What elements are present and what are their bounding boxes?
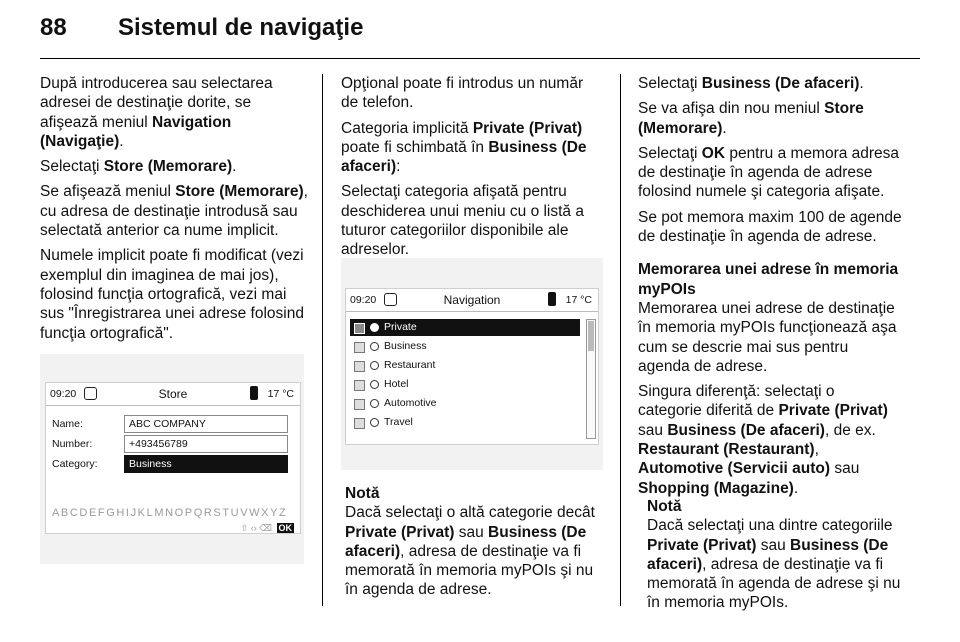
- menu-term: Business (De afaceri): [345, 523, 587, 560]
- radio-icon: [370, 399, 379, 408]
- temperature: 17 °C: [267, 388, 294, 400]
- list-item-label: Business: [384, 340, 427, 352]
- section-heading: Memorarea unei adrese în memoria myPOIs: [638, 261, 899, 298]
- paragraph: [638, 144, 902, 202]
- column-divider-2: [620, 74, 621, 606]
- clock-time: 09:20: [50, 388, 77, 400]
- radio-icon: [370, 342, 379, 351]
- category-row: [52, 455, 292, 473]
- text: , adresa de destinaţie va fi memorată în memoria myPOIs şi nu în agenda de adrese.: [345, 542, 594, 599]
- menu-term: Store (Memorare): [175, 183, 304, 201]
- speller-controls: [241, 523, 294, 534]
- menu-term: Store (Memorare): [103, 158, 233, 176]
- number-row: [52, 435, 292, 453]
- text: Numele implicit poate fi modificat (vezi exemplul din imaginea de mai jos), folosind funcţia ortografică, vezi mai sus "Înregistrarea unei adrese folosind funcţia ortografică".: [40, 247, 304, 342]
- store-screen: [45, 382, 301, 534]
- category-icon: [354, 380, 365, 391]
- paragraph: [40, 182, 310, 240]
- phone-icon: [250, 386, 258, 400]
- text: Selectaţi: [638, 144, 702, 162]
- text: , adresa de destinaţie va fi memorată în agenda de adrese şi nu în memoria myPOIs.: [647, 555, 901, 612]
- text: Dacă selectaţi una dintre categoriile: [647, 517, 893, 535]
- text: :: [396, 158, 401, 176]
- menu-term: Business (De afaceri): [667, 421, 825, 439]
- menu-term: Private (Privat): [778, 402, 888, 420]
- text: , cu adresa de destinaţie introdusă sau selectată anterior ca nume implicit.: [40, 183, 308, 240]
- paragraph: [341, 182, 599, 259]
- paragraph: [40, 246, 310, 342]
- navigation-screen: [345, 288, 599, 445]
- radio-icon: [370, 361, 379, 370]
- menu-term: Private (Privat): [345, 523, 455, 541]
- store-screen-figure: [40, 354, 304, 564]
- text: Selectaţi: [638, 75, 702, 92]
- ok-button[interactable]: OK: [278, 523, 292, 533]
- text: Selectaţi: [40, 158, 104, 176]
- clock-time: 09:20: [350, 294, 377, 306]
- menu-term: Business (De afaceri): [341, 138, 587, 176]
- radio-icon: [370, 380, 379, 389]
- text: Memorarea unei adrese de destinaţie în memoria myPOIs funcţionează aşa cum se descrie mai sus pentru agenda de adrese.: [638, 299, 897, 375]
- shift-icon[interactable]: ⇧: [240, 523, 249, 533]
- list-item-travel[interactable]: [350, 414, 580, 431]
- list-item-label: Automotive: [384, 397, 437, 409]
- category-label: Category:: [52, 458, 98, 470]
- name-field[interactable]: ABC COMPANY: [124, 415, 288, 433]
- paragraph: [638, 382, 902, 498]
- list-item-label: Restaurant: [384, 359, 436, 371]
- column-1: [40, 74, 310, 349]
- text: Opţional poate fi introdus un număr de telefon.: [341, 75, 584, 112]
- radio-icon: [370, 418, 379, 427]
- header-rule: [40, 58, 920, 59]
- phone-icon: [548, 292, 556, 306]
- screen-title: Store: [158, 387, 188, 401]
- paragraph: [638, 99, 902, 138]
- column-2: [341, 74, 599, 266]
- text: Singura diferenţă: selectaţi o categorie diferită de: [638, 383, 835, 420]
- menu-term: Shopping (Magazine): [638, 479, 794, 497]
- note-heading: Notă: [345, 485, 380, 502]
- paragraph: [40, 74, 310, 151]
- category-icon: [354, 323, 365, 334]
- text: poate fi schimbată în: [341, 138, 489, 156]
- text: ,: [814, 441, 819, 459]
- text: .: [232, 158, 237, 176]
- scrollbar[interactable]: [586, 319, 596, 439]
- text: .: [722, 119, 727, 137]
- text: .: [859, 75, 864, 92]
- text: Dacă selectaţi o altă categorie decât: [345, 504, 595, 522]
- note-text: [345, 503, 603, 599]
- text: pentru a memora adresa de destinaţie în agenda de adrese folosind numele şi categoria afişate.: [638, 144, 900, 201]
- category-icon: [354, 399, 365, 410]
- note-heading: Notă: [647, 498, 682, 515]
- menu-term: OK: [701, 144, 726, 162]
- column-3: [638, 74, 902, 504]
- text: Se pot memora maxim 100 de agende de destinaţie în agenda de adrese.: [638, 208, 902, 246]
- text: După introducerea sau selectarea adresei de destinaţie dorite, se afişează meniul: [40, 75, 273, 131]
- paragraph: [341, 74, 599, 113]
- status-bar: [346, 289, 598, 312]
- menu-term: Business (De afaceri): [647, 536, 889, 573]
- menu-term: Store (Memorare): [638, 100, 864, 137]
- number-field[interactable]: +493456789: [124, 435, 288, 453]
- text: sau: [638, 421, 668, 439]
- text: Se afişează meniul: [40, 183, 176, 201]
- menu-term: Restaurant (Restaurant): [638, 441, 815, 459]
- menu-term: Private (Privat): [647, 536, 757, 554]
- menu-term: Automotive (Servicii auto): [638, 460, 831, 478]
- paragraph: [341, 119, 599, 177]
- text: .: [119, 132, 124, 150]
- note-box: [647, 497, 905, 613]
- list-item-label: Private: [384, 321, 417, 333]
- note-text: [647, 516, 905, 612]
- category-icon: [354, 342, 365, 353]
- list-item-restaurant[interactable]: [350, 357, 580, 374]
- category-icon: [354, 418, 365, 429]
- cursor-icon[interactable]: ‹›: [250, 523, 257, 533]
- status-bar: [46, 383, 300, 406]
- page-title: Sistemul de navigaţie: [118, 14, 364, 41]
- text: Categoria implicită: [341, 119, 473, 137]
- category-icon: [354, 361, 365, 372]
- text: sau: [454, 523, 489, 541]
- text: sau: [756, 536, 791, 554]
- name-label: Name:: [52, 418, 83, 430]
- column-divider-1: [322, 74, 323, 606]
- name-row: [52, 415, 292, 433]
- list-item-private[interactable]: [350, 319, 580, 336]
- text: , de ex.: [824, 421, 876, 439]
- paragraph: [638, 299, 902, 376]
- page-number: 88: [40, 14, 67, 41]
- text: Selectaţi categoria afişată pentru deschiderea unui meniu cu o listă a tuturor categoriilor disponibile ale adreselor.: [341, 183, 584, 259]
- menu-term: Business (De afaceri): [701, 75, 860, 92]
- paragraph: [638, 74, 902, 93]
- number-label: Number:: [52, 438, 93, 450]
- text: Se va afişa din nou meniul: [638, 100, 825, 118]
- note-box: [345, 484, 603, 600]
- list-item-business[interactable]: [350, 338, 580, 355]
- radio-icon: [370, 323, 379, 332]
- category-field[interactable]: Business: [124, 455, 288, 473]
- list-item-label: Travel: [384, 416, 413, 428]
- temperature: 17 °C: [565, 294, 592, 306]
- paragraph: [638, 208, 902, 247]
- screen-title: Navigation: [443, 293, 501, 307]
- menu-term: Private (Privat): [472, 119, 583, 137]
- list-item-automotive[interactable]: [350, 395, 580, 412]
- navigation-screen-figure: [341, 258, 603, 470]
- menu-term: Navigation (Navigaţie): [40, 113, 232, 150]
- text: .: [793, 479, 799, 497]
- scroll-thumb[interactable]: [588, 321, 594, 351]
- speller-alphabet[interactable]: ABCDEFGHIJKLMNOPQRSTUVWXYZ: [52, 507, 288, 519]
- backspace-icon[interactable]: ⌫: [259, 523, 272, 533]
- list-item-label: Hotel: [384, 378, 409, 390]
- paragraph: [40, 157, 310, 176]
- text: sau: [830, 460, 860, 478]
- list-item-hotel[interactable]: [350, 376, 580, 393]
